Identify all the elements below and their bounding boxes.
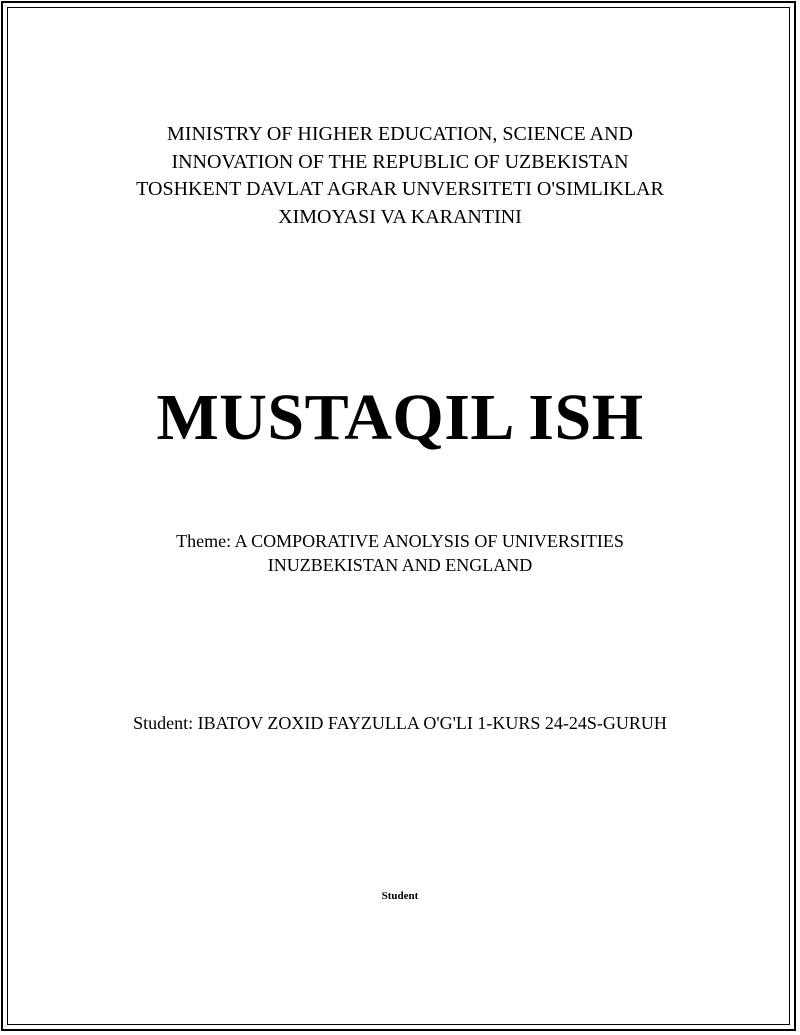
student-info: Student: IBATOV ZOXID FAYZULLA O'G'LI 1-KURS 24-24S-GURUH — [133, 713, 667, 733]
footer-student-label: Student — [381, 890, 419, 902]
header-line-faculty: XIMOYASI VA KARANTINI — [278, 205, 522, 228]
theme-block — [0, 529, 800, 577]
document-title: MUSTAQIL ISH — [156, 381, 644, 454]
header-line-innovation: INNOVATION OF THE REPUBLIC OF UZBEKISTAN — [171, 150, 629, 173]
institution-header — [0, 121, 800, 231]
theme-line-2: INUZBEKISTAN AND ENGLAND — [267, 555, 533, 575]
theme-line-1: Theme: A COMPORATIVE ANOLYSIS OF UNIVERSITIES — [176, 531, 624, 551]
header-line-university: TOSHKENT DAVLAT AGRAR UNVERSITETI O'SIMLIKLAR — [136, 178, 664, 200]
header-line-ministry: MINISTRY OF HIGHER EDUCATION, SCIENCE AND — [167, 123, 633, 145]
